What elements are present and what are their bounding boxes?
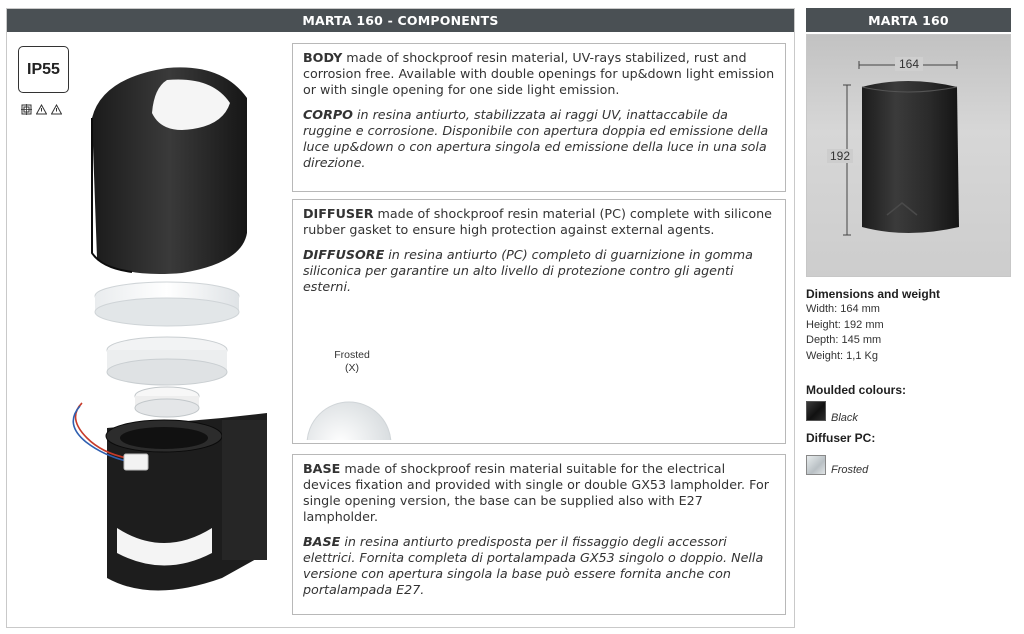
base-label-en: BASE (303, 461, 341, 476)
diffuser-text-it: in resina antiurto (PC) completo di guarnizione in gomma siliconica per garantire un alto livello di protezione contro gli agenti esterni. (303, 247, 753, 294)
body-shell-part (92, 67, 247, 274)
base-description-it (303, 534, 775, 598)
body-description-box (292, 43, 786, 192)
warning-triangle-icon (51, 100, 62, 111)
insulation-class-icon (21, 100, 32, 111)
moulded-colours-title: Moulded colours: (806, 383, 906, 397)
frosted-variant-name: Frosted (334, 349, 370, 361)
base-description-box (292, 454, 786, 615)
base-text-it: in resina antiurto predisposta per il fissaggio degli accessori elettrici. Fornita completa di portalampada GX53 singolo o doppio. Nella versione con apertura singola la base può essere fornita anche con portalampada E27. (303, 534, 764, 597)
base-text-en: made of shockproof resin material suitable for the electrical devices fixation and provided with single or double GX53 lampholder. For single opening version, the base can be supplied also with E27 lampholder. (303, 461, 769, 524)
black-colour-label: Black (831, 412, 858, 424)
height-dimension-label: 192 (829, 149, 851, 163)
ip-rating-text: IP55 (27, 60, 60, 78)
diffuser-label-it: DIFFUSORE (303, 247, 385, 262)
body-text-en: made of shockproof resin material, UV-rays stabilized, rust and corrosion free. Available with double openings for up&down light emission or with single opening for one side light emission. (303, 50, 775, 97)
frosted-variant-caption (328, 349, 376, 375)
diffuser-label-en: DIFFUSER (303, 206, 374, 221)
base-label-it: BASE (303, 534, 341, 549)
frosted-variant-code: (X) (345, 362, 359, 374)
components-title: MARTA 160 - COMPONENTS (302, 12, 499, 28)
base-description-en (303, 461, 775, 525)
product-photo (806, 34, 1011, 277)
spec-height: Height: 192 mm (806, 318, 884, 331)
black-colour-swatch (806, 401, 826, 421)
diffuser-pc-title: Diffuser PC: (806, 431, 876, 445)
body-label-it: CORPO (303, 107, 353, 122)
body-description-en (303, 50, 775, 98)
warning-triangle-icon (36, 100, 47, 111)
frosted-diffuser-image (304, 384, 394, 440)
spec-depth: Depth: 145 mm (806, 334, 882, 346)
dimensions-weight-section (806, 287, 1016, 364)
spec-width: Width: 164 mm (806, 303, 880, 315)
width-dimension-label: 164 (898, 57, 920, 71)
ip-rating-badge (18, 46, 69, 93)
diffuser-description-it (303, 247, 775, 295)
product-header-bar (806, 8, 1011, 32)
lampholder-part (107, 337, 227, 417)
dimensions-title: Dimensions and weight (806, 287, 941, 301)
frosted-colour-label: Frosted (831, 464, 869, 476)
body-text-it: in resina antiurto, stabilizzata ai raggi UV, inattaccabile da ruggine e corrosione. Disponibile con apertura doppia ed emissione della luce up&down o con apertura singola ed emissione della luce in una sola direzione. (303, 107, 769, 170)
exploded-view-illustration (72, 58, 287, 618)
frosted-colour-swatch (806, 455, 826, 475)
diffuser-description-en (303, 206, 775, 238)
base-part (106, 413, 267, 591)
diffuser-part (95, 282, 239, 326)
body-label-en: BODY (303, 50, 343, 65)
product-title: MARTA 160 (868, 12, 949, 28)
safety-icons (21, 100, 62, 111)
body-description-it (303, 107, 775, 171)
diffuser-text-en: made of shockproof resin material (PC) complete with silicone rubber gasket to ensure high protection against external agents. (303, 206, 772, 237)
spec-weight: Weight: 1,1 Kg (806, 349, 878, 362)
